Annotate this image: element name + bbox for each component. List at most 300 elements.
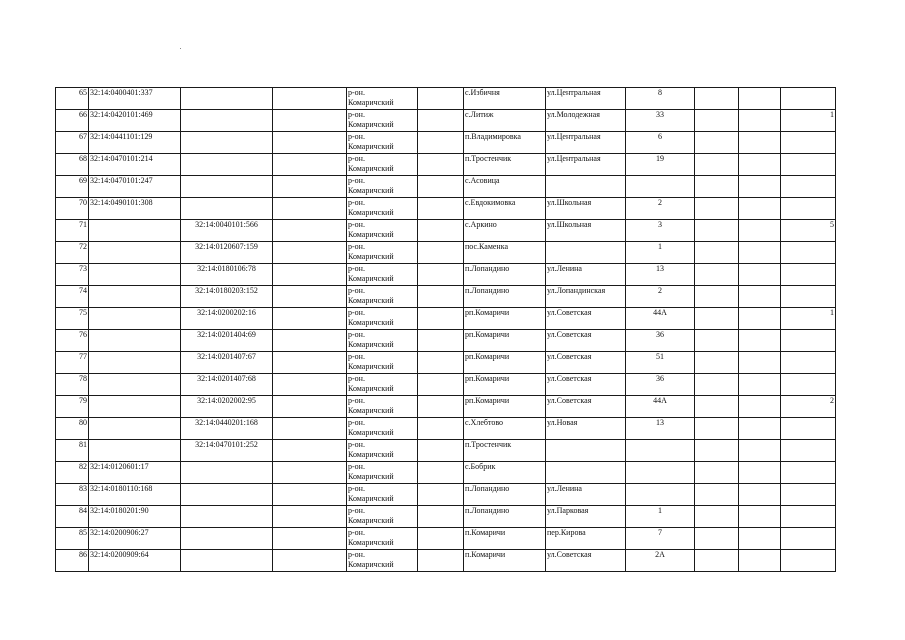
empty-cell (273, 440, 347, 462)
district-prefix: р-он. (348, 176, 365, 185)
street-cell (546, 462, 626, 484)
locality-cell: п.Тростенчик (464, 154, 546, 176)
table-row (56, 374, 836, 396)
cadastral-number-2-cell: 32:14:0201404:69 (181, 330, 273, 352)
street-cell: ул.Советская (546, 308, 626, 330)
empty-cell (273, 396, 347, 418)
cadastral-number-cell (89, 440, 181, 462)
locality-cell: рп.Комаричи (464, 396, 546, 418)
empty-cell (273, 154, 347, 176)
quantity-cell (781, 286, 836, 308)
empty-cell (418, 308, 464, 330)
empty-cell (695, 88, 739, 110)
table-row (56, 242, 836, 264)
house-number-cell: 3 (626, 220, 695, 242)
empty-cell (739, 176, 781, 198)
district-cell (347, 506, 418, 528)
empty-cell (695, 418, 739, 440)
table-row (56, 264, 836, 286)
house-number-cell: 7 (626, 528, 695, 550)
row-number-cell: 81 (56, 440, 89, 462)
empty-cell (273, 88, 347, 110)
empty-cell (695, 550, 739, 572)
quantity-cell: 1 (781, 308, 836, 330)
house-number-cell: 2А (626, 550, 695, 572)
row-number-cell: 74 (56, 286, 89, 308)
district-name: Комаричский (348, 142, 394, 151)
empty-cell (739, 396, 781, 418)
cadastral-number-cell: 32:14:0441101:129 (89, 132, 181, 154)
street-cell: ул.Новая (546, 418, 626, 440)
cadastral-number-cell (89, 374, 181, 396)
table-row (56, 506, 836, 528)
cadastral-number-2-cell (181, 88, 273, 110)
district-cell (347, 176, 418, 198)
empty-cell (418, 352, 464, 374)
empty-cell (695, 198, 739, 220)
quantity-cell (781, 440, 836, 462)
district-prefix: р-он. (348, 330, 365, 339)
empty-cell (418, 374, 464, 396)
district-cell (347, 330, 418, 352)
street-cell: ул.Школьная (546, 198, 626, 220)
empty-cell (695, 132, 739, 154)
cadastral-number-2-cell: 32:14:0200202:16 (181, 308, 273, 330)
locality-cell: с.Бобрик (464, 462, 546, 484)
empty-cell (739, 528, 781, 550)
table-row (56, 462, 836, 484)
cadastral-number-cell (89, 308, 181, 330)
street-cell (546, 176, 626, 198)
district-cell (347, 352, 418, 374)
empty-cell (273, 528, 347, 550)
empty-cell (695, 396, 739, 418)
house-number-cell: 13 (626, 264, 695, 286)
empty-cell (418, 132, 464, 154)
street-cell: ул.Ленина (546, 264, 626, 286)
cadastral-number-cell: 32:14:0400401:337 (89, 88, 181, 110)
scan-speck (180, 48, 181, 49)
locality-cell: с.Литиж (464, 110, 546, 132)
district-cell (347, 484, 418, 506)
quantity-cell (781, 418, 836, 440)
district-prefix: р-он. (348, 308, 365, 317)
empty-cell (418, 440, 464, 462)
locality-cell: п.Лопандино (464, 264, 546, 286)
locality-cell: п.Комаричи (464, 528, 546, 550)
empty-cell (695, 308, 739, 330)
quantity-cell (781, 242, 836, 264)
empty-cell (739, 352, 781, 374)
table-row (56, 220, 836, 242)
empty-cell (273, 462, 347, 484)
district-name: Комаричский (348, 164, 394, 173)
empty-cell (418, 220, 464, 242)
street-cell (546, 242, 626, 264)
house-number-cell (626, 176, 695, 198)
table-row (56, 286, 836, 308)
empty-cell (273, 176, 347, 198)
empty-cell (695, 506, 739, 528)
locality-cell: с.Избичня (464, 88, 546, 110)
quantity-cell (781, 132, 836, 154)
quantity-cell (781, 462, 836, 484)
cadastral-number-2-cell (181, 528, 273, 550)
district-prefix: р-он. (348, 220, 365, 229)
street-cell: ул.Советская (546, 396, 626, 418)
street-cell: ул.Центральная (546, 132, 626, 154)
district-prefix: р-он. (348, 484, 365, 493)
district-name: Комаричский (348, 208, 394, 217)
table-row (56, 330, 836, 352)
district-cell (347, 286, 418, 308)
street-cell: ул.Советская (546, 352, 626, 374)
cadastral-number-2-cell: 32:14:0180203:152 (181, 286, 273, 308)
row-number-cell: 69 (56, 176, 89, 198)
cadastral-number-cell: 32:14:0470101:247 (89, 176, 181, 198)
district-name: Комаричский (348, 560, 394, 569)
house-number-cell (626, 440, 695, 462)
house-number-cell: 44А (626, 308, 695, 330)
empty-cell (418, 198, 464, 220)
street-cell: ул.Молодежная (546, 110, 626, 132)
cadastral-number-2-cell (181, 176, 273, 198)
cadastral-number-2-cell: 32:14:0040101:566 (181, 220, 273, 242)
district-prefix: р-он. (348, 506, 365, 515)
row-number-cell: 85 (56, 528, 89, 550)
row-number-cell: 67 (56, 132, 89, 154)
district-prefix: р-он. (348, 462, 365, 471)
empty-cell (418, 110, 464, 132)
empty-cell (695, 462, 739, 484)
district-name: Комаричский (348, 362, 394, 371)
empty-cell (695, 220, 739, 242)
row-number-cell: 75 (56, 308, 89, 330)
district-prefix: р-он. (348, 418, 365, 427)
empty-cell (273, 242, 347, 264)
quantity-cell: 1 (781, 110, 836, 132)
empty-cell (695, 264, 739, 286)
district-name: Комаричский (348, 252, 394, 261)
cadastral-number-2-cell: 32:14:0440201:168 (181, 418, 273, 440)
district-prefix: р-он. (348, 396, 365, 405)
empty-cell (273, 484, 347, 506)
locality-cell: п.Лопандино (464, 286, 546, 308)
table-row (56, 88, 836, 110)
empty-cell (739, 374, 781, 396)
empty-cell (418, 264, 464, 286)
row-number-cell: 78 (56, 374, 89, 396)
empty-cell (418, 330, 464, 352)
street-cell: ул.Советская (546, 550, 626, 572)
district-name: Комаричский (348, 98, 394, 107)
cadastral-number-2-cell: 32:14:0202002:95 (181, 396, 273, 418)
street-cell: ул.Ленина (546, 484, 626, 506)
district-cell (347, 264, 418, 286)
empty-cell (418, 242, 464, 264)
empty-cell (273, 110, 347, 132)
cadastral-number-cell: 32:14:0180110:168 (89, 484, 181, 506)
cadastral-number-2-cell: 32:14:0180106:78 (181, 264, 273, 286)
empty-cell (695, 440, 739, 462)
empty-cell (273, 418, 347, 440)
empty-cell (695, 330, 739, 352)
district-cell (347, 132, 418, 154)
empty-cell (695, 154, 739, 176)
district-cell (347, 110, 418, 132)
cadastral-number-2-cell (181, 550, 273, 572)
house-number-cell: 44А (626, 396, 695, 418)
cadastral-number-2-cell (181, 154, 273, 176)
empty-cell (739, 418, 781, 440)
empty-cell (739, 220, 781, 242)
empty-cell (695, 352, 739, 374)
empty-cell (273, 132, 347, 154)
district-prefix: р-он. (348, 198, 365, 207)
empty-cell (739, 286, 781, 308)
district-name: Комаричский (348, 384, 394, 393)
row-number-cell: 77 (56, 352, 89, 374)
locality-cell: п.Лопандино (464, 484, 546, 506)
district-name: Комаричский (348, 230, 394, 239)
cadastral-number-cell: 32:14:0420101:469 (89, 110, 181, 132)
house-number-cell: 2 (626, 286, 695, 308)
row-number-cell: 72 (56, 242, 89, 264)
empty-cell (418, 418, 464, 440)
empty-cell (273, 374, 347, 396)
table-row (56, 528, 836, 550)
house-number-cell (626, 462, 695, 484)
table-row (56, 154, 836, 176)
locality-cell: п.Владимировка (464, 132, 546, 154)
empty-cell (418, 396, 464, 418)
empty-cell (739, 88, 781, 110)
quantity-cell (781, 352, 836, 374)
row-number-cell: 71 (56, 220, 89, 242)
locality-cell: с.Асовица (464, 176, 546, 198)
locality-cell: п.Тростенчик (464, 440, 546, 462)
quantity-cell (781, 88, 836, 110)
district-cell (347, 550, 418, 572)
cadastral-number-cell (89, 286, 181, 308)
empty-cell (739, 440, 781, 462)
empty-cell (273, 506, 347, 528)
row-number-cell: 79 (56, 396, 89, 418)
district-name: Комаричский (348, 274, 394, 283)
district-prefix: р-он. (348, 528, 365, 537)
empty-cell (418, 484, 464, 506)
cadastral-number-cell (89, 396, 181, 418)
district-prefix: р-он. (348, 242, 365, 251)
locality-cell: с.Хлебтово (464, 418, 546, 440)
house-number-cell: 36 (626, 330, 695, 352)
district-name: Комаричский (348, 538, 394, 547)
house-number-cell: 6 (626, 132, 695, 154)
empty-cell (739, 550, 781, 572)
cadastral-number-cell (89, 242, 181, 264)
house-number-cell: 2 (626, 198, 695, 220)
house-number-cell: 13 (626, 418, 695, 440)
row-number-cell: 73 (56, 264, 89, 286)
empty-cell (739, 264, 781, 286)
cadastral-number-2-cell (181, 132, 273, 154)
district-cell (347, 396, 418, 418)
district-prefix: р-он. (348, 110, 365, 119)
district-cell (347, 418, 418, 440)
district-name: Комаричский (348, 120, 394, 129)
district-name: Комаричский (348, 318, 394, 327)
empty-cell (418, 154, 464, 176)
empty-cell (739, 110, 781, 132)
district-name: Комаричский (348, 340, 394, 349)
row-number-cell: 76 (56, 330, 89, 352)
cadastral-number-2-cell (181, 462, 273, 484)
cadastral-number-2-cell: 32:14:0120607:159 (181, 242, 273, 264)
empty-cell (273, 550, 347, 572)
empty-cell (273, 286, 347, 308)
table-row (56, 308, 836, 330)
district-cell (347, 374, 418, 396)
quantity-cell (781, 484, 836, 506)
table-row (56, 198, 836, 220)
district-cell (347, 198, 418, 220)
quantity-cell (781, 264, 836, 286)
registry-rows (56, 88, 836, 572)
district-name: Комаричский (348, 472, 394, 481)
quantity-cell (781, 198, 836, 220)
cadastral-number-cell: 32:14:0470101:214 (89, 154, 181, 176)
cadastral-number-2-cell (181, 484, 273, 506)
empty-cell (739, 484, 781, 506)
empty-cell (739, 242, 781, 264)
quantity-cell (781, 154, 836, 176)
house-number-cell: 8 (626, 88, 695, 110)
cadastral-number-2-cell (181, 198, 273, 220)
district-name: Комаричский (348, 516, 394, 525)
table-row (56, 550, 836, 572)
table-row (56, 396, 836, 418)
district-name: Комаричский (348, 406, 394, 415)
cadastral-number-cell: 32:14:0490101:308 (89, 198, 181, 220)
table-row (56, 440, 836, 462)
quantity-cell (781, 330, 836, 352)
house-number-cell: 1 (626, 242, 695, 264)
street-cell: ул.Советская (546, 330, 626, 352)
empty-cell (695, 374, 739, 396)
locality-cell: рп.Комаричи (464, 352, 546, 374)
district-cell (347, 242, 418, 264)
district-prefix: р-он. (348, 440, 365, 449)
table-row (56, 132, 836, 154)
table-row (56, 418, 836, 440)
district-cell (347, 462, 418, 484)
district-cell (347, 440, 418, 462)
table-row (56, 352, 836, 374)
empty-cell (273, 198, 347, 220)
locality-cell: с.Евдокимовка (464, 198, 546, 220)
street-cell: ул.Парковая (546, 506, 626, 528)
district-cell (347, 88, 418, 110)
house-number-cell: 51 (626, 352, 695, 374)
house-number-cell: 1 (626, 506, 695, 528)
row-number-cell: 68 (56, 154, 89, 176)
empty-cell (695, 286, 739, 308)
empty-cell (418, 528, 464, 550)
row-number-cell: 65 (56, 88, 89, 110)
empty-cell (418, 550, 464, 572)
district-name: Комаричский (348, 494, 394, 503)
empty-cell (695, 176, 739, 198)
row-number-cell: 82 (56, 462, 89, 484)
district-name: Комаричский (348, 450, 394, 459)
cadastral-number-2-cell: 32:14:0470101:252 (181, 440, 273, 462)
cadastral-number-2-cell: 32:14:0201407:67 (181, 352, 273, 374)
empty-cell (418, 176, 464, 198)
street-cell (546, 440, 626, 462)
row-number-cell: 86 (56, 550, 89, 572)
cadastral-number-cell: 32:14:0180201:90 (89, 506, 181, 528)
district-prefix: р-он. (348, 88, 365, 97)
cadastral-number-cell: 32:14:0120601:17 (89, 462, 181, 484)
cadastral-number-cell: 32:14:0200906:27 (89, 528, 181, 550)
cadastral-number-cell: 32:14:0200909:64 (89, 550, 181, 572)
empty-cell (273, 264, 347, 286)
cadastral-number-cell (89, 330, 181, 352)
cadastral-number-2-cell (181, 110, 273, 132)
street-cell: пер.Кирова (546, 528, 626, 550)
quantity-cell: 2 (781, 396, 836, 418)
cadastral-number-2-cell (181, 506, 273, 528)
locality-cell: п.Комаричи (464, 550, 546, 572)
quantity-cell (781, 506, 836, 528)
street-cell: ул.Школьная (546, 220, 626, 242)
empty-cell (273, 330, 347, 352)
house-number-cell (626, 484, 695, 506)
table-row (56, 110, 836, 132)
empty-cell (418, 286, 464, 308)
locality-cell: рп.Комаричи (464, 308, 546, 330)
empty-cell (739, 154, 781, 176)
district-name: Комаричский (348, 186, 394, 195)
table-row (56, 176, 836, 198)
registry-table (55, 87, 836, 572)
locality-cell: пос.Каменка (464, 242, 546, 264)
empty-cell (739, 506, 781, 528)
district-name: Комаричский (348, 428, 394, 437)
table-row (56, 484, 836, 506)
house-number-cell: 36 (626, 374, 695, 396)
cadastral-number-2-cell: 32:14:0201407:68 (181, 374, 273, 396)
quantity-cell (781, 528, 836, 550)
empty-cell (273, 220, 347, 242)
street-cell: ул.Центральная (546, 88, 626, 110)
row-number-cell: 70 (56, 198, 89, 220)
empty-cell (695, 528, 739, 550)
row-number-cell: 66 (56, 110, 89, 132)
quantity-cell (781, 374, 836, 396)
empty-cell (739, 462, 781, 484)
empty-cell (695, 242, 739, 264)
empty-cell (739, 308, 781, 330)
empty-cell (418, 462, 464, 484)
district-prefix: р-он. (348, 286, 365, 295)
quantity-cell: 5 (781, 220, 836, 242)
empty-cell (739, 330, 781, 352)
street-cell: ул.Советская (546, 374, 626, 396)
empty-cell (739, 132, 781, 154)
cadastral-number-cell (89, 352, 181, 374)
district-cell (347, 528, 418, 550)
